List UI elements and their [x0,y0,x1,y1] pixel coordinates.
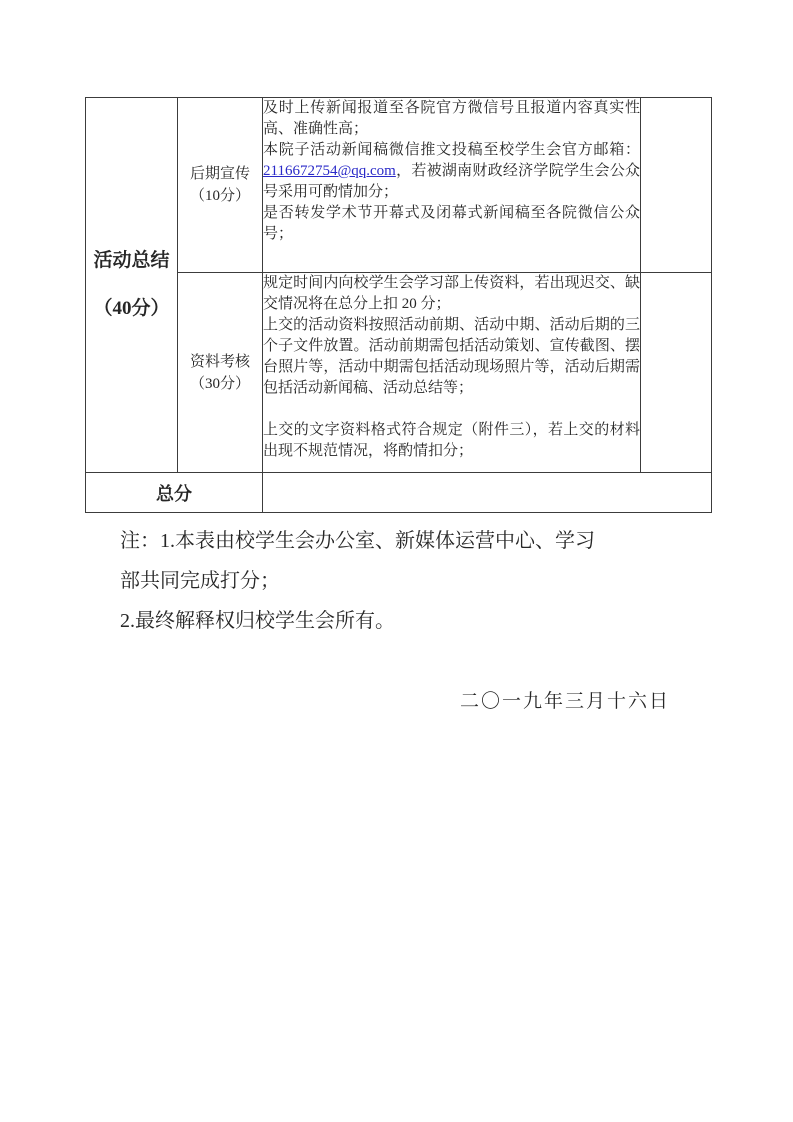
criteria-cell-propaganda [263,98,641,273]
item-cell-materials [178,273,263,473]
category-title: 活动总结 [93,250,170,271]
total-score-cell [263,473,712,513]
criteria-paragraph [263,140,640,203]
total-label-cell: 总分 [86,473,263,513]
item-score: （30分） [189,375,250,392]
email-link[interactable]: 2116672754@qq.com [263,163,396,179]
criteria-paragraph: 是否转发学术节开幕式及闭幕式新闻稿至各院微信公众号； [263,205,640,242]
item-score: （10分） [189,188,250,204]
note-line-3: 2.最终解释权归校学生会所有。 [120,610,395,632]
note-line-2: 部共同完成打分； [120,570,280,592]
category-cell [86,98,178,473]
item-cell-propaganda [178,98,263,273]
score-cell-materials [641,273,712,473]
note-line-1: 注：1.本表由校学生会办公室、新媒体运营中心、学习 [120,530,595,552]
criteria-paragraph: 及时上传新闻报道至各院官方微信号且报道内容真实性高、准确性高； [263,100,640,137]
criteria-paragraph: 上交的文字资料格式符合规定（附件三），若上交的材料出现不规范情况，将酌情扣分； [263,422,640,459]
criteria-paragraph: 规定时间内向校学生会学习部上传资料，若出现迟交、缺交情况将在总分上扣 20 分； [263,275,640,312]
criteria-paragraph: 上交的活动资料按照活动前期、活动中期、活动后期的三个子文件放置。活动前期需包括活动策划、宣传截图、摆台照片等，活动中期需包括活动现场照片等，活动后期需包括活动新闻稿、活动总结等； [263,317,640,396]
item-title: 资料考核 [189,353,250,370]
criteria-text-after-link: ，若被湖南财政经济学院学生会公众号采用可酌情加分； [263,163,640,200]
document-date: 二〇一九年三月十六日 [460,691,671,712]
criteria-cell-materials [263,273,641,473]
score-cell-propaganda [641,98,712,273]
criteria-text-before-link: 本院子活动新闻稿微信推文投稿至校学生会官方邮箱： [263,142,640,158]
category-score: （40分） [93,298,170,319]
evaluation-table [85,97,712,513]
notes-block [120,528,700,648]
item-title: 后期宣传 [189,166,250,182]
